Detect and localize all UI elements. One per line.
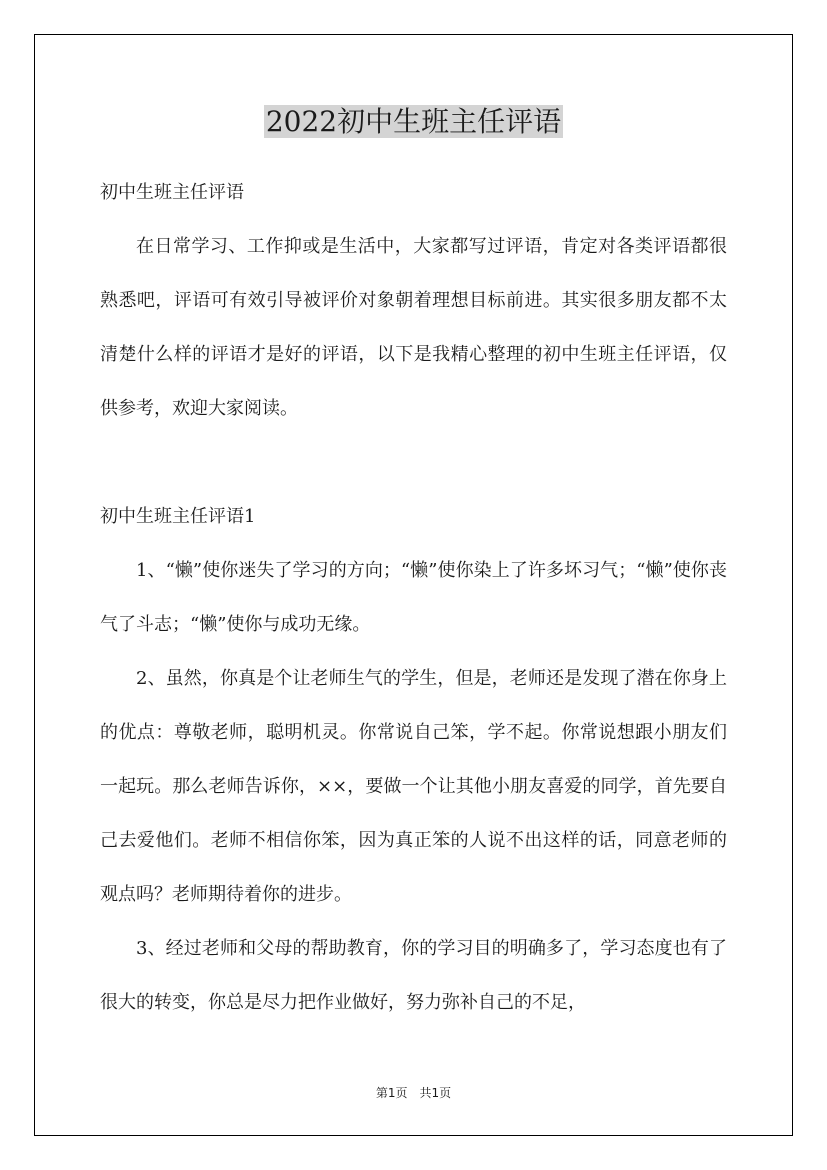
document-title [0, 100, 827, 144]
page-number-footer: 第1页 共1页 [375, 1086, 452, 1100]
intro-heading: 初中生班主任评语 [100, 182, 244, 203]
intro-paragraph: 在日常学习、工作抑或是生活中，大家都写过评语，肯定对各类评语都很熟悉吧，评语可有效引导被评价对象朝着理想目标前进。其实很多朋友都不太清楚什么样的评语才是好的评语，以下是我精心整理的初中生班主任评语，仅供参考，欢迎大家阅读。 [100, 236, 727, 419]
document-body [100, 166, 727, 1030]
document-title-text: 2022初中生班主任评语 [265, 105, 562, 138]
section-heading: 初中生班主任评语1 [100, 506, 256, 527]
blank-line [100, 436, 727, 490]
comment-item-1: 1、“懒”使你迷失了学习的方向；“懒”使你染上了许多坏习气；“懒”使你丧气了斗志；“懒”使你与成功无缘。 [100, 560, 727, 635]
comment-item-2: 2、虽然，你真是个让老师生气的学生，但是，老师还是发现了潜在你身上的优点：尊敬老师，聪明机灵。你常说自己笨，学不起。你常说想跟小朋友们一起玩。那么老师告诉你，××，要做一个让其他小朋友喜爱的同学，首先要自己去爱他们。老师不相信你笨，因为真正笨的人说不出这样的话，同意老师的观点吗？老师期待着你的进步。 [100, 668, 727, 905]
comment-item-3: 3、经过老师和父母的帮助教育，你的学习目的明确多了，学习态度也有了很大的转变，你总是尽力把作业做好，努力弥补自己的不足， [100, 938, 727, 1013]
